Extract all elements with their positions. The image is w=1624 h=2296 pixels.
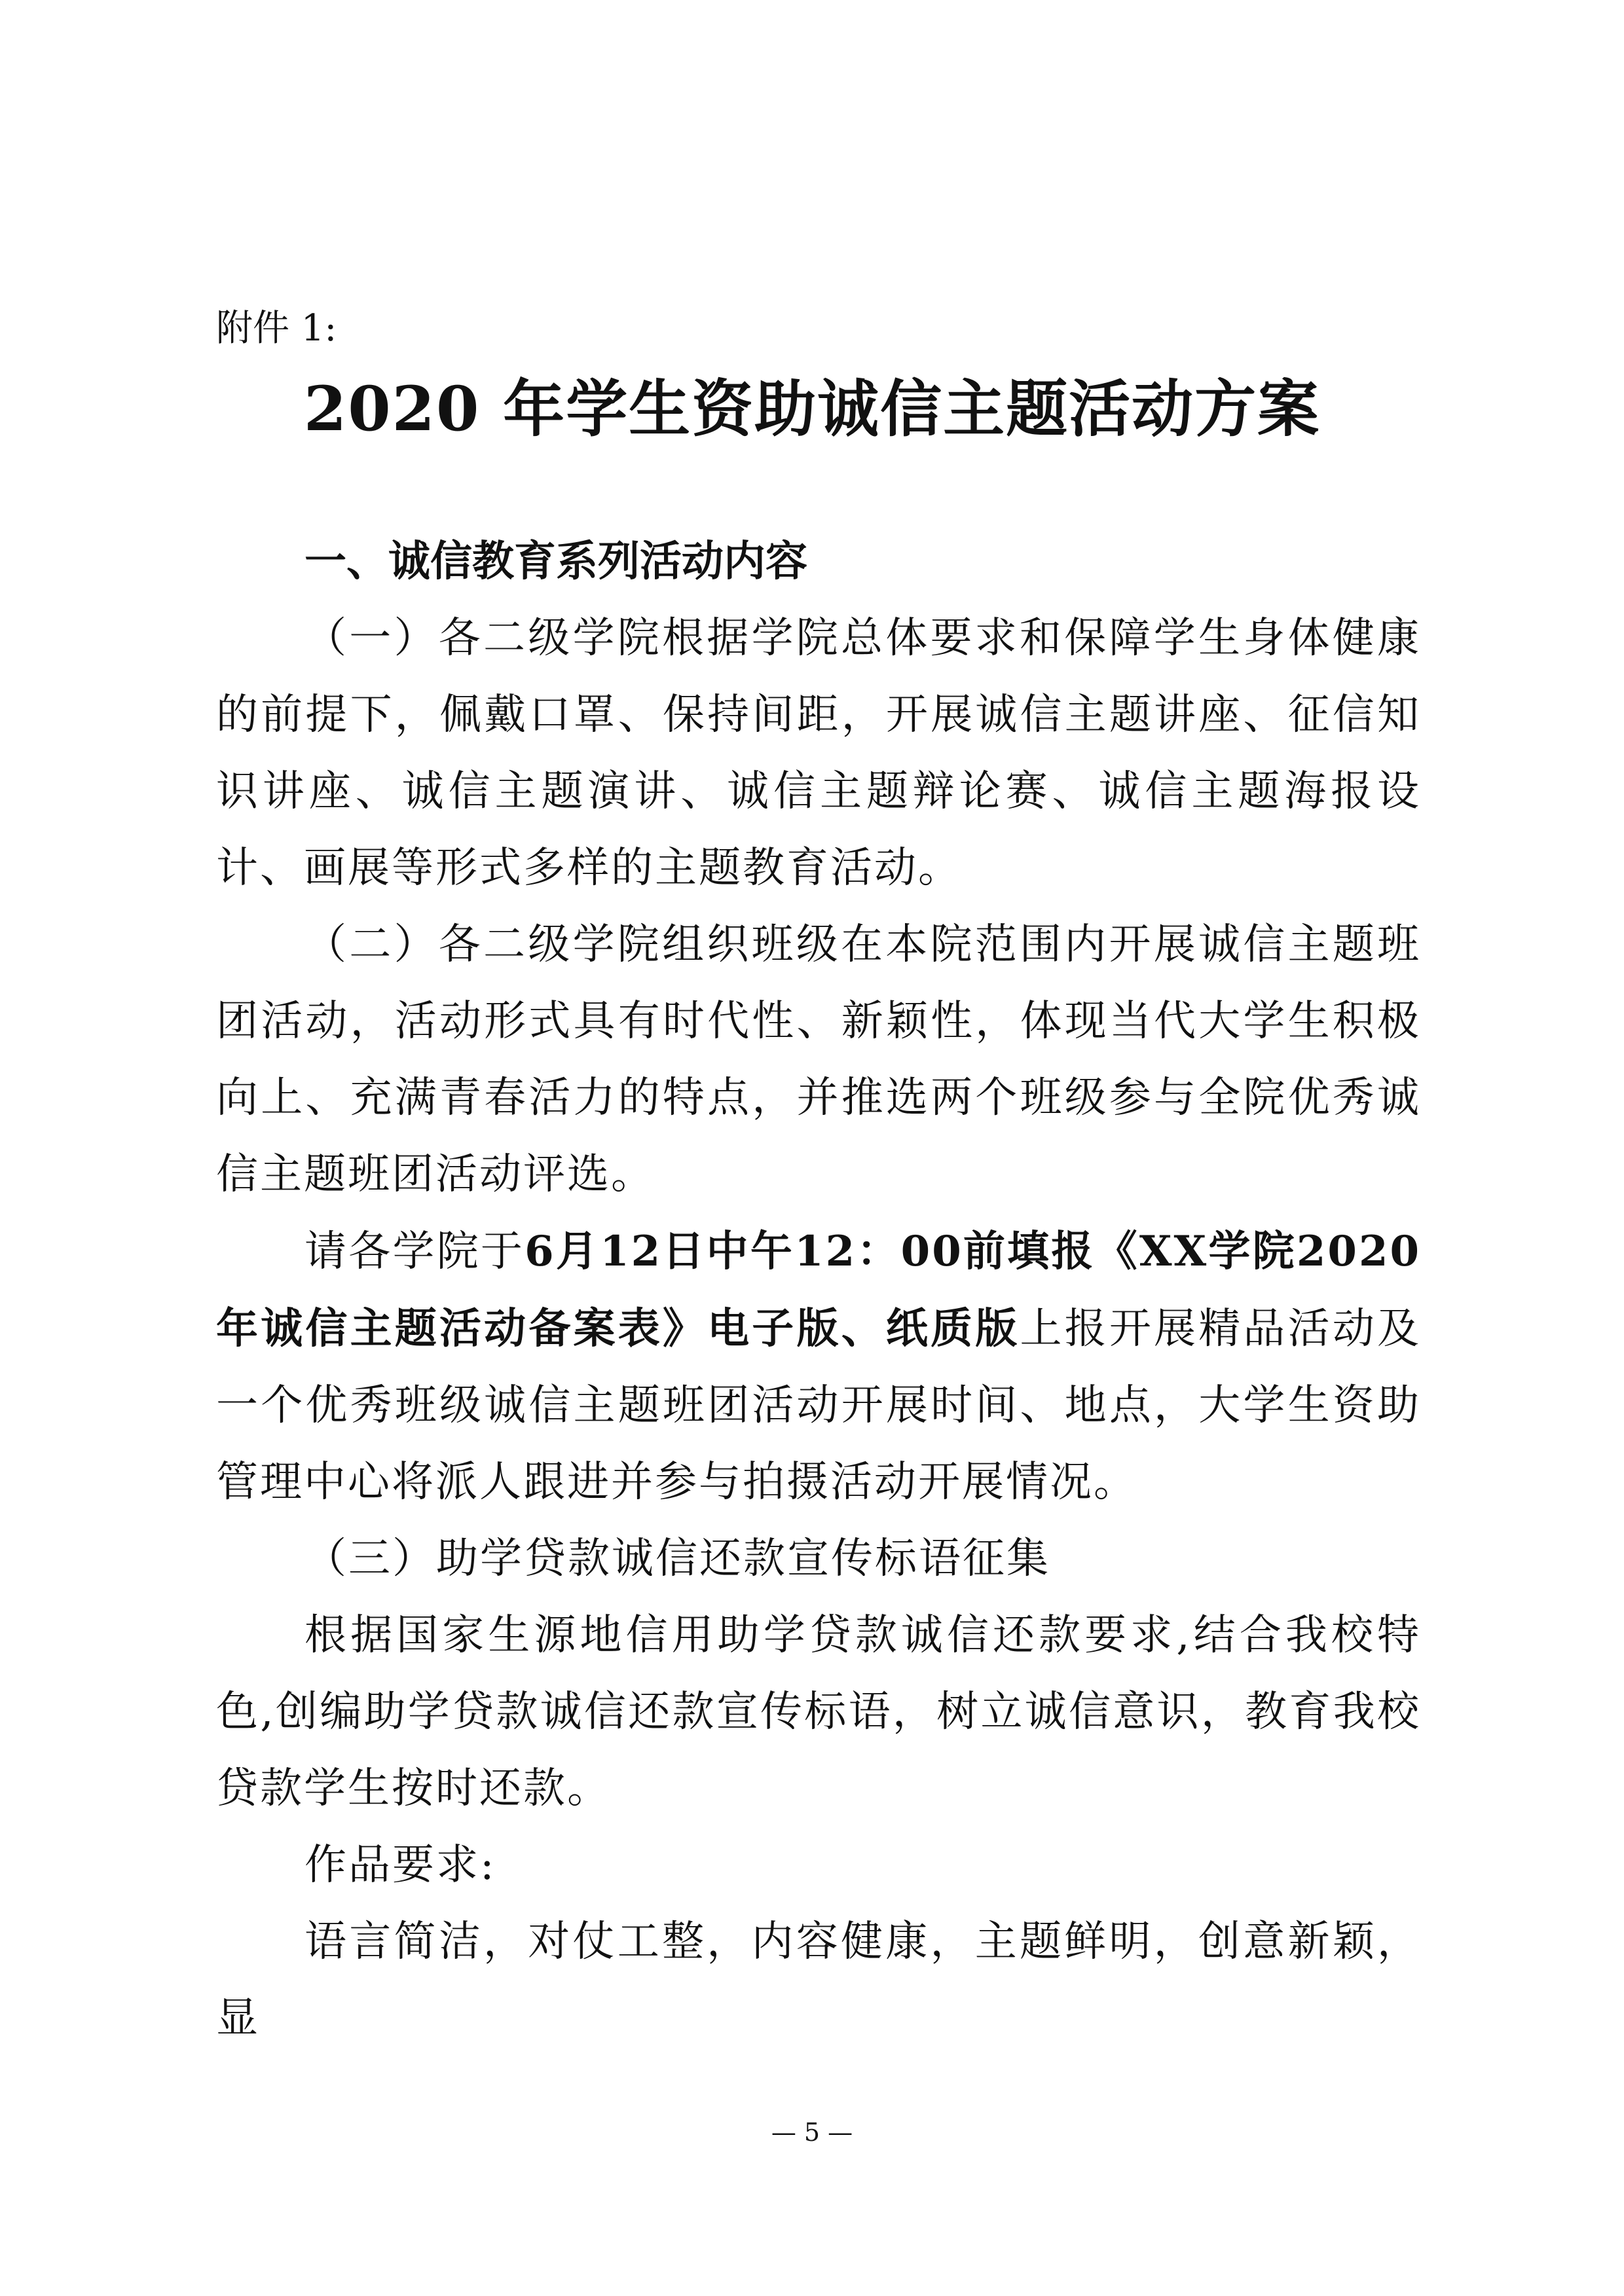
- paragraph-3-lead: 请各学院于: [304, 1228, 525, 1276]
- paragraph-3-deadline: 6月12日中午12：00前填报《XX学院2020年诚信主题活动备案表》电子版、纸质版: [216, 1227, 1422, 1353]
- paragraph-4: 根据国家生源地信用助学贷款诚信还款要求,结合我校特色,创编助学贷款诚信还款宣传标语，树立诚信意识，教育我校贷款学生按时还款。: [216, 1611, 1421, 1813]
- section-heading: 一、诚信教育系列活动内容: [304, 538, 807, 586]
- document-title: 2020 年学生资助诚信主题活动方案: [303, 373, 1321, 445]
- paragraph-2: （二）各二级学院组织班级在本院范围内开展诚信主题班团活动，活动形式具有时代性、新颖性，体现当代大学生积极向上、充满青春活力的特点，并推选两个班级参与全院优秀诚信主题班团活动评选。: [216, 920, 1421, 1199]
- requirements-label: 作品要求:: [304, 1841, 496, 1889]
- subheading-3: （三）助学贷款诚信还款宣传标语征集: [304, 1535, 1050, 1583]
- document-body: [216, 524, 1421, 2057]
- paragraph-1: （一）各二级学院根据学院总体要求和保障学生身体健康的前提下，佩戴口罩、保持间距，开展诚信主题讲座、征信知识讲座、诚信主题演讲、诚信主题辩论赛、诚信主题海报设计、画展等形式多样的主题教育活动。: [216, 614, 1421, 892]
- paragraph-3: [216, 1213, 1421, 1521]
- page-number: — 5 —: [771, 2118, 853, 2147]
- attachment-label: 附件 1:: [216, 307, 337, 350]
- paragraph-3-tail: 上报开展精品活动及一个优秀班级诚信主题班团活动开展时间、地点，大学生资助管理中心将派人跟进并参与拍摄活动开展情况。: [216, 1305, 1422, 1506]
- paragraph-5: 语言简洁，对仗工整，内容健康，主题鲜明，创意新颖，显: [216, 1918, 1421, 2043]
